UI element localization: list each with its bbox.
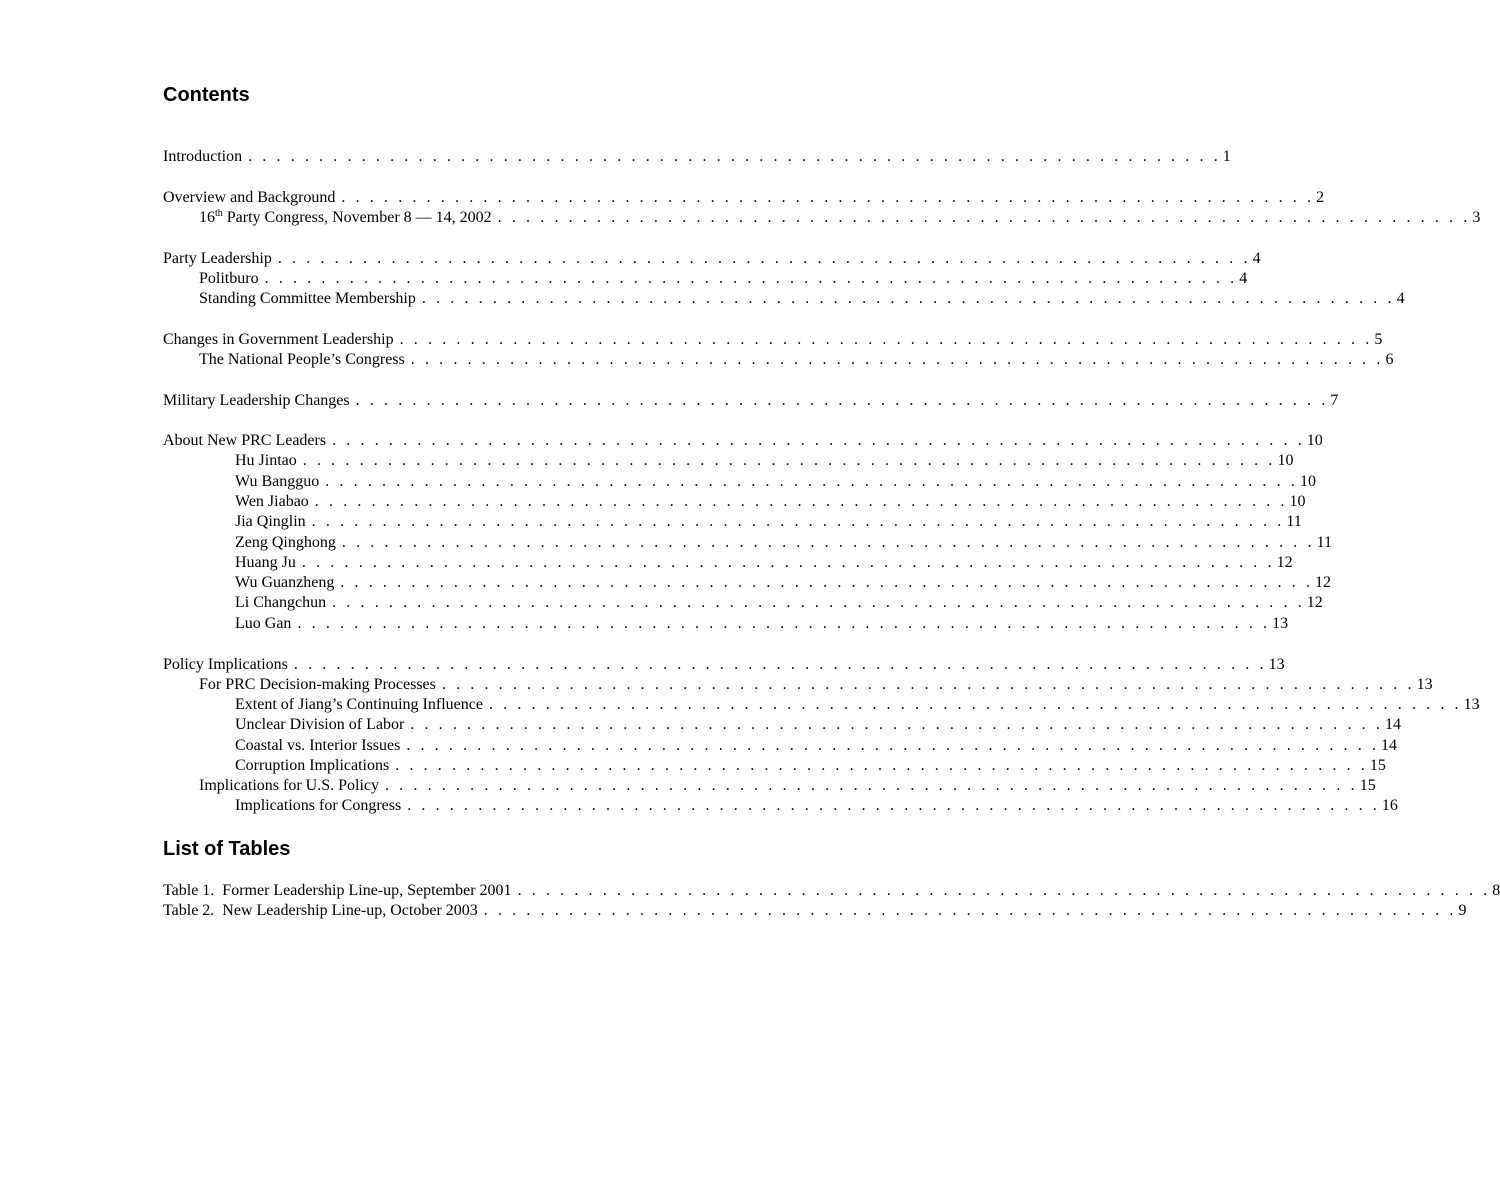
toc-entry-page: 5 — [1374, 331, 1383, 348]
label-number: 16 — [199, 209, 215, 226]
leader-dots: . . . . . . . . . . . . . . . . . . . . . . . . . . . . . . . . . . . . . . . . . . . . . . . . . . . . . . . . . . . . . . . . . . . . . — [384, 777, 1358, 794]
list-of-tables-heading: List of Tables — [163, 838, 291, 860]
toc-entry-wu-bangguo[interactable] — [235, 472, 1316, 492]
toc-entry-label: Wu Guanzheng — [235, 574, 335, 591]
toc-entry-page: 14 — [1384, 716, 1401, 733]
table-entry-2[interactable] — [163, 901, 1467, 921]
leader-dots: . . . . . . . . . . . . . . . . . . . . . . . . . . . . . . . . . . . . . . . . . . . . . . . . . . . . . . . . . . . . . . . . . . . . . — [421, 290, 1395, 307]
leader-dots: . . . . . . . . . . . . . . . . . . . . . . . . . . . . . . . . . . . . . . . . . . . . . . . . . . . . . . . . . . . . . . . . . . . . . — [277, 250, 1251, 267]
toc-entry-jiang-influence[interactable] — [235, 695, 1480, 715]
toc-entry-wen-jiabao[interactable] — [235, 492, 1306, 512]
leader-dots: . . . . . . . . . . . . . . . . . . . . . . . . . . . . . . . . . . . . . . . . . . . . . . . . . . . . . . . . . . . . . . . . . . . . . — [302, 452, 1276, 469]
leader-dots: . . . . . . . . . . . . . . . . . . . . . . . . . . . . . . . . . . . . . . . . . . . . . . . . . . . . . . . . . . . . . . . . . . . . . — [325, 473, 1298, 490]
toc-entry-page: 13 — [1272, 615, 1289, 632]
toc-entry-page: 4 — [1239, 270, 1248, 287]
leader-dots: . . . . . . . . . . . . . . . . . . . . . . . . . . . . . . . . . . . . . . . . . . . . . . . . . . . . . . . . . . . . . . . . . . . . . — [483, 902, 1457, 919]
toc-entry-label: Extent of Jiang’s Continuing Influence — [235, 696, 483, 713]
toc-entry-label: Party Leadership — [163, 250, 272, 267]
toc-entry-page: 16 — [1381, 797, 1398, 814]
toc-entry-page: 10 — [1299, 473, 1316, 490]
toc-entry-luo-gan[interactable] — [235, 614, 1289, 634]
toc-entry-npc[interactable] — [199, 350, 1394, 370]
toc-entry-label: About New PRC Leaders — [163, 432, 327, 449]
toc-entry-page: 11 — [1316, 534, 1332, 551]
toc-entry-page: 4 — [1252, 250, 1261, 267]
toc-entry-label: Policy Implications — [163, 656, 288, 673]
leader-dots: . . . . . . . . . . . . . . . . . . . . . . . . . . . . . . . . . . . . . . . . . . . . . . . . . . . . . . . . . . . . . . . . . . . . . — [301, 554, 1275, 571]
toc-entry-us-policy[interactable] — [199, 776, 1376, 796]
toc-entry-label: Politburo — [199, 270, 259, 287]
leader-dots: . . . . . . . . . . . . . . . . . . . . . . . . . . . . . . . . . . . . . . . . . . . . . . . . . . . . . . . . . . . . . . . . . . . . . — [355, 392, 1329, 409]
table-entry-page: 9 — [1458, 902, 1467, 919]
leader-dots: . . . . . . . . . . . . . . . . . . . . . . . . . . . . . . . . . . . . . . . . . . . . . . . . . . . . . . . . . . . . . . . . . . . . . — [441, 676, 1415, 693]
leader-dots: . . . . . . . . . . . . . . . . . . . . . . . . . . . . . . . . . . . . . . . . . . . . . . . . . . . . . . . . . . . . . . . . . . . . . — [341, 189, 1315, 206]
leader-dots: . . . . . . . . . . . . . . . . . . . . . . . . . . . . . . . . . . . . . . . . . . . . . . . . . . . . . . . . . . . . . . . . . . . . . — [293, 656, 1267, 673]
toc-entry-page: 4 — [1396, 290, 1405, 307]
leader-dots: . . . . . . . . . . . . . . . . . . . . . . . . . . . . . . . . . . . . . . . . . . . . . . . . . . . . . . . . . . . . . . . . . . . . . — [332, 594, 1305, 611]
leader-dots: . . . . . . . . . . . . . . . . . . . . . . . . . . . . . . . . . . . . . . . . . . . . . . . . . . . . . . . . . . . . . . . . . . . . . — [488, 696, 1462, 713]
table-entry-label: Table 1. Former Leadership Line-up, September 2001 — [163, 882, 512, 899]
toc-entry-label: Hu Jintao — [235, 452, 297, 469]
toc-entry-overview[interactable] — [163, 188, 1325, 208]
toc-entry-division-of-labor[interactable] — [235, 715, 1401, 735]
toc-entry-wu-guanzheng[interactable] — [235, 573, 1332, 593]
toc-entry-page: 13 — [1268, 656, 1285, 673]
leader-dots: . . . . . . . . . . . . . . . . . . . . . . . . . . . . . . . . . . . . . . . . . . . . . . . . . . . . . . . . . . . . . . . . . . . . . — [264, 270, 1238, 287]
toc-entry-label: Introduction — [163, 148, 243, 165]
toc-entry-military-leadership[interactable] — [163, 391, 1339, 411]
leader-dots: . . . . . . . . . . . . . . . . . . . . . . . . . . . . . . . . . . . . . . . . . . . . . . . . . . . . . . . . . . . . . . . . . . . . . — [406, 737, 1380, 754]
toc-entry-label: Huang Ju — [235, 554, 296, 571]
toc-entry-page: 6 — [1385, 351, 1394, 368]
leader-dots: . . . . . . . . . . . . . . . . . . . . . . . . . . . . . . . . . . . . . . . . . . . . . . . . . . . . . . . . . . . . . . . . . . . . . — [497, 209, 1471, 226]
toc-entry-page: 10 — [1306, 432, 1323, 449]
label-text: Party Congress, November 8 — 14, 2002 — [222, 209, 492, 226]
toc-entry-label: Coastal vs. Interior Issues — [235, 737, 401, 754]
toc-entry-congress-implications[interactable] — [235, 796, 1398, 816]
contents-heading: Contents — [163, 84, 250, 106]
leader-dots: . . . . . . . . . . . . . . . . . . . . . . . . . . . . . . . . . . . . . . . . . . . . . . . . . . . . . . . . . . . . . . . . . . . . . — [297, 615, 1271, 632]
toc-entry-politburo[interactable] — [199, 269, 1248, 289]
toc-entry-label: Unclear Division of Labor — [235, 716, 405, 733]
toc-entry-page: 13 — [1463, 696, 1480, 713]
leader-dots: . . . . . . . . . . . . . . . . . . . . . . . . . . . . . . . . . . . . . . . . . . . . . . . . . . . . . . . . . . . . . . . . . . . . . — [311, 513, 1285, 530]
leader-dots: . . . . . . . . . . . . . . . . . . . . . . . . . . . . . . . . . . . . . . . . . . . . . . . . . . . . . . . . . . . . . . . . . . . . . — [341, 534, 1315, 551]
toc-entry-policy-implications[interactable] — [163, 655, 1285, 675]
toc-entry-label: Wen Jiabao — [235, 493, 309, 510]
toc-entry-label: The National People’s Congress — [199, 351, 405, 368]
leader-dots: . . . . . . . . . . . . . . . . . . . . . . . . . . . . . . . . . . . . . . . . . . . . . . . . . . . . . . . . . . . . . . . . . . . . . — [332, 432, 1305, 449]
toc-entry-page: 7 — [1330, 392, 1339, 409]
toc-entry-li-changchun[interactable] — [235, 593, 1323, 613]
toc-entry-page: 1 — [1222, 148, 1231, 165]
table-entry-label: Table 2. New Leadership Line-up, October 2003 — [163, 902, 478, 919]
leader-dots: . . . . . . . . . . . . . . . . . . . . . . . . . . . . . . . . . . . . . . . . . . . . . . . . . . . . . . . . . . . . . . . . . . . . . — [407, 797, 1380, 814]
toc-entry-standing-committee[interactable] — [199, 289, 1405, 309]
leader-dots: . . . . . . . . . . . . . . . . . . . . . . . . . . . . . . . . . . . . . . . . . . . . . . . . . . . . . . . . . . . . . . . . . . . . . — [314, 493, 1288, 510]
toc-entry-label: Implications for Congress — [235, 797, 402, 814]
toc-entry-page: 10 — [1277, 452, 1294, 469]
toc-entry-label: Implications for U.S. Policy — [199, 777, 379, 794]
leader-dots: . . . . . . . . . . . . . . . . . . . . . . . . . . . . . . . . . . . . . . . . . . . . . . . . . . . . . . . . . . . . . . . . . . . . . — [410, 351, 1384, 368]
toc-entry-label — [199, 208, 498, 228]
toc-entry-page: 11 — [1286, 513, 1302, 530]
leader-dots: . . . . . . . . . . . . . . . . . . . . . . . . . . . . . . . . . . . . . . . . . . . . . . . . . . . . . . . . . . . . . . . . . . . . . — [399, 331, 1373, 348]
leader-dots: . . . . . . . . . . . . . . . . . . . . . . . . . . . . . . . . . . . . . . . . . . . . . . . . . . . . . . . . . . . . . . . . . . . . . — [248, 148, 1221, 165]
toc-entry-party-leadership[interactable] — [163, 249, 1261, 269]
toc-entry-government-leadership[interactable] — [163, 330, 1383, 350]
toc-entry-page: 10 — [1289, 493, 1306, 510]
leader-dots: . . . . . . . . . . . . . . . . . . . . . . . . . . . . . . . . . . . . . . . . . . . . . . . . . . . . . . . . . . . . . . . . . . . . . — [340, 574, 1314, 591]
toc-entry-page: 2 — [1316, 189, 1325, 206]
toc-entry-label: Wu Bangguo — [235, 473, 320, 490]
toc-entry-label: Zeng Qinghong — [235, 534, 336, 551]
toc-entry-page: 14 — [1381, 737, 1398, 754]
toc-entry-huang-ju[interactable] — [235, 553, 1293, 573]
toc-entry-party-congress[interactable] — [199, 208, 1481, 228]
toc-entry-jia-qinglin[interactable] — [235, 512, 1302, 532]
toc-entry-page: 12 — [1315, 574, 1332, 591]
ordinal-suffix: th — [215, 208, 223, 219]
leader-dots: . . . . . . . . . . . . . . . . . . . . . . . . . . . . . . . . . . . . . . . . . . . . . . . . . . . . . . . . . . . . . . . . . . . . . — [517, 882, 1491, 899]
toc-entry-zeng-qinghong[interactable] — [235, 533, 1332, 553]
toc-entry-page: 15 — [1359, 777, 1376, 794]
toc-entry-label: Li Changchun — [235, 594, 327, 611]
toc-entry-label: Military Leadership Changes — [163, 392, 350, 409]
table-entry-1[interactable] — [163, 881, 1500, 901]
toc-entry-label: Standing Committee Membership — [199, 290, 416, 307]
toc-entry-label: Jia Qinglin — [235, 513, 306, 530]
toc-entry-label: Overview and Background — [163, 189, 336, 206]
leader-dots: . . . . . . . . . . . . . . . . . . . . . . . . . . . . . . . . . . . . . . . . . . . . . . . . . . . . . . . . . . . . . . . . . . . . . — [395, 757, 1368, 774]
toc-entry-page: 3 — [1472, 209, 1481, 226]
toc-entry-label: Corruption Implications — [235, 757, 390, 774]
toc-entry-new-prc-leaders[interactable] — [163, 431, 1323, 451]
toc-entry-page: 13 — [1416, 676, 1433, 693]
leader-dots: . . . . . . . . . . . . . . . . . . . . . . . . . . . . . . . . . . . . . . . . . . . . . . . . . . . . . . . . . . . . . . . . . . . . . — [410, 716, 1383, 733]
toc-entry-label: For PRC Decision-making Processes — [199, 676, 436, 693]
toc-entry-introduction[interactable] — [163, 147, 1231, 167]
toc-entry-corruption[interactable] — [235, 756, 1386, 776]
toc-entry-label: Luo Gan — [235, 615, 292, 632]
toc-entry-page: 12 — [1276, 554, 1293, 571]
toc-entry-coastal-interior[interactable] — [235, 736, 1398, 756]
toc-entry-page: 12 — [1306, 594, 1323, 611]
toc-entry-prc-decision-making[interactable] — [199, 675, 1433, 695]
table-entry-page: 8 — [1492, 882, 1500, 899]
toc-entry-label: Changes in Government Leadership — [163, 331, 394, 348]
toc-entry-page: 15 — [1369, 757, 1386, 774]
toc-entry-hu-jintao[interactable] — [235, 451, 1294, 471]
